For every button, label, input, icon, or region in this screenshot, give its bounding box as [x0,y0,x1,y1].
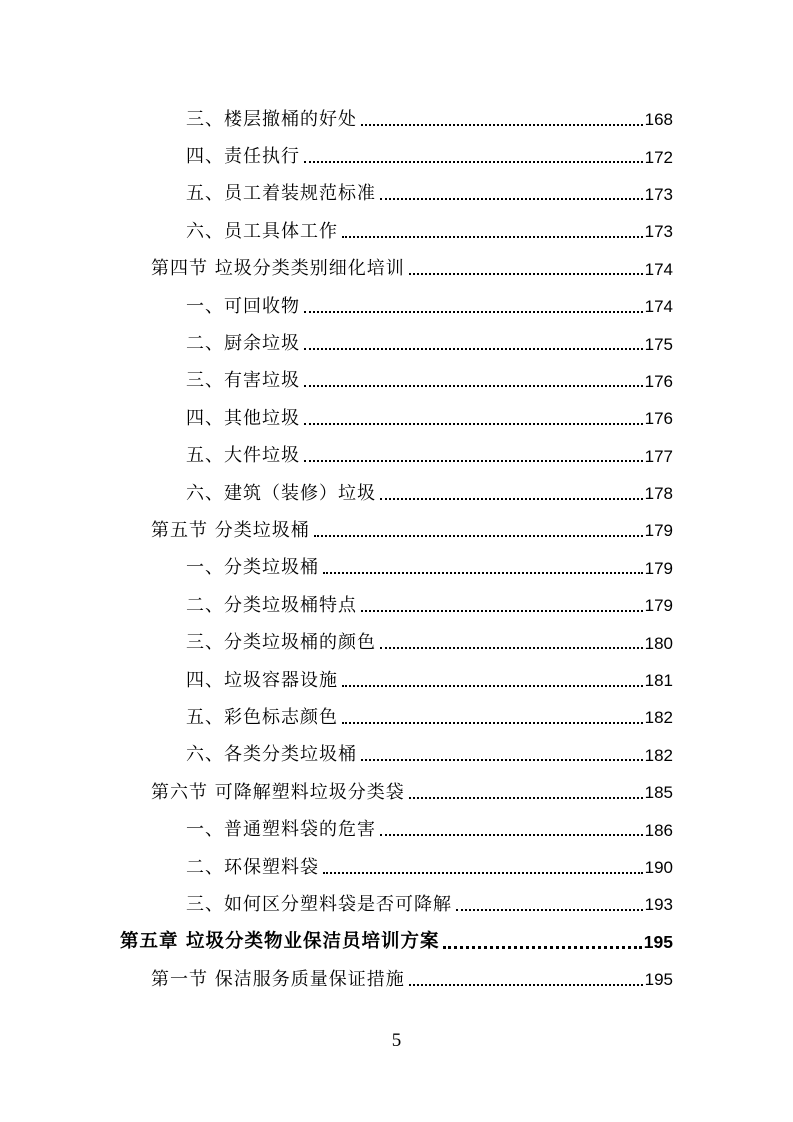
toc-dot-leader [304,423,643,425]
toc-entry-title: 四、其他垃圾 [186,407,300,429]
toc-entry[interactable] [0,325,793,362]
toc-entry[interactable] [0,475,793,512]
toc-entry-page: 195 [643,931,673,952]
toc-entry-page: 182 [644,745,673,765]
toc-entry[interactable] [0,811,793,848]
toc-dot-leader [380,498,643,500]
toc-dot-leader [361,610,643,612]
toc-entry[interactable] [0,924,793,961]
toc-dot-leader [304,460,643,462]
toc-entry-page: 178 [644,484,673,504]
toc-entry-page: 195 [644,970,673,990]
toc-entry[interactable] [0,213,793,250]
toc-entry-page: 193 [644,895,673,915]
toc-entry-title: 二、厨余垃圾 [186,333,300,355]
toc-entry-page: 190 [644,858,673,877]
toc-entry-page: 179 [644,596,673,616]
toc-dot-leader [380,647,643,649]
toc-dot-leader [342,685,643,687]
toc-entry[interactable] [0,138,793,175]
toc-entry-page: 177 [644,446,673,466]
toc-entry-title: 四、垃圾容器设施 [186,669,338,691]
toc-entry[interactable] [0,288,793,325]
toc-entry-title: 一、普通塑料袋的危害 [186,819,376,841]
toc-entry-title: 三、楼层撤桶的好处 [186,108,357,130]
toc-entry-title: 第一节 保洁服务质量保证措施 [151,968,405,990]
toc-entry[interactable] [0,363,793,400]
toc-entry-page: 172 [644,147,673,167]
toc-entry-page: 176 [644,409,673,429]
toc-entry[interactable] [0,176,793,213]
toc-dot-leader [304,385,643,387]
toc-entry-page: 175 [644,334,673,354]
toc-dot-leader [304,311,643,313]
toc-entry-title: 四、责任执行 [186,146,300,168]
toc-entry-title: 六、员工具体工作 [186,220,338,242]
toc-entry[interactable] [0,849,793,886]
table-of-contents [0,101,793,998]
toc-entry-page: 174 [644,297,673,317]
toc-entry-title: 二、环保塑料袋 [186,856,319,878]
toc-dot-leader [304,348,643,350]
toc-entry-page: 185 [644,783,673,803]
toc-dot-leader [361,759,643,761]
toc-dot-leader [456,909,643,911]
toc-entry[interactable] [0,101,793,138]
toc-entry-title: 第五章 垃圾分类物业保洁员培训方案 [120,931,440,953]
toc-entry-title: 六、建筑（装修）垃圾 [186,482,376,504]
toc-entry-title: 五、彩色标志颜色 [186,706,338,728]
toc-entry-page: 180 [644,633,673,653]
toc-entry-title: 第六节 可降解塑料垃圾分类袋 [151,781,405,803]
toc-entry[interactable] [0,400,793,437]
toc-entry-page: 179 [644,521,673,541]
toc-dot-leader [342,722,643,724]
toc-entry[interactable] [0,512,793,549]
toc-entry[interactable] [0,961,793,998]
toc-dot-leader [304,161,643,163]
toc-entry-title: 第四节 垃圾分类类别细化培训 [151,258,405,280]
toc-dot-leader [323,872,643,874]
toc-entry-title: 三、如何区分塑料袋是否可降解 [186,893,452,915]
toc-dot-leader [409,797,643,799]
toc-entry-page: 176 [644,371,673,391]
toc-entry[interactable] [0,624,793,661]
toc-entry[interactable] [0,774,793,811]
toc-entry[interactable] [0,587,793,624]
toc-entry[interactable] [0,737,793,774]
toc-entry-page: 168 [644,110,673,130]
toc-entry[interactable] [0,550,793,587]
toc-entry-page: 181 [644,671,673,691]
toc-entry-page: 186 [644,820,673,840]
toc-dot-leader [380,834,643,836]
toc-entry-page: 173 [644,222,673,242]
toc-entry-title: 第五节 分类垃圾桶 [151,519,310,541]
toc-entry[interactable] [0,886,793,923]
toc-entry[interactable] [0,251,793,288]
toc-dot-leader [409,984,643,986]
toc-entry-page: 182 [644,708,673,728]
toc-entry[interactable] [0,699,793,736]
toc-entry-title: 三、有害垃圾 [186,370,300,392]
toc-entry-page: 179 [644,558,673,578]
toc-dot-leader [314,535,643,537]
toc-entry[interactable] [0,438,793,475]
toc-dot-leader [443,946,641,949]
toc-entry-title: 二、分类垃圾桶特点 [186,594,357,616]
toc-entry-title: 六、各类分类垃圾桶 [186,744,357,766]
toc-entry[interactable] [0,662,793,699]
toc-dot-leader [361,124,643,126]
toc-dot-leader [323,572,643,574]
toc-entry-page: 174 [644,259,673,279]
toc-dot-leader [342,236,643,238]
toc-entry-title: 一、可回收物 [186,295,300,317]
toc-entry-title: 五、大件垃圾 [186,445,300,467]
toc-dot-leader [380,198,643,200]
toc-dot-leader [409,273,643,275]
toc-entry-title: 一、分类垃圾桶 [186,557,319,579]
toc-entry-title: 三、分类垃圾桶的颜色 [186,632,376,654]
toc-entry-page: 173 [644,184,673,204]
toc-entry-title: 五、员工着装规范标准 [186,183,376,205]
page-number: 5 [391,1030,402,1051]
